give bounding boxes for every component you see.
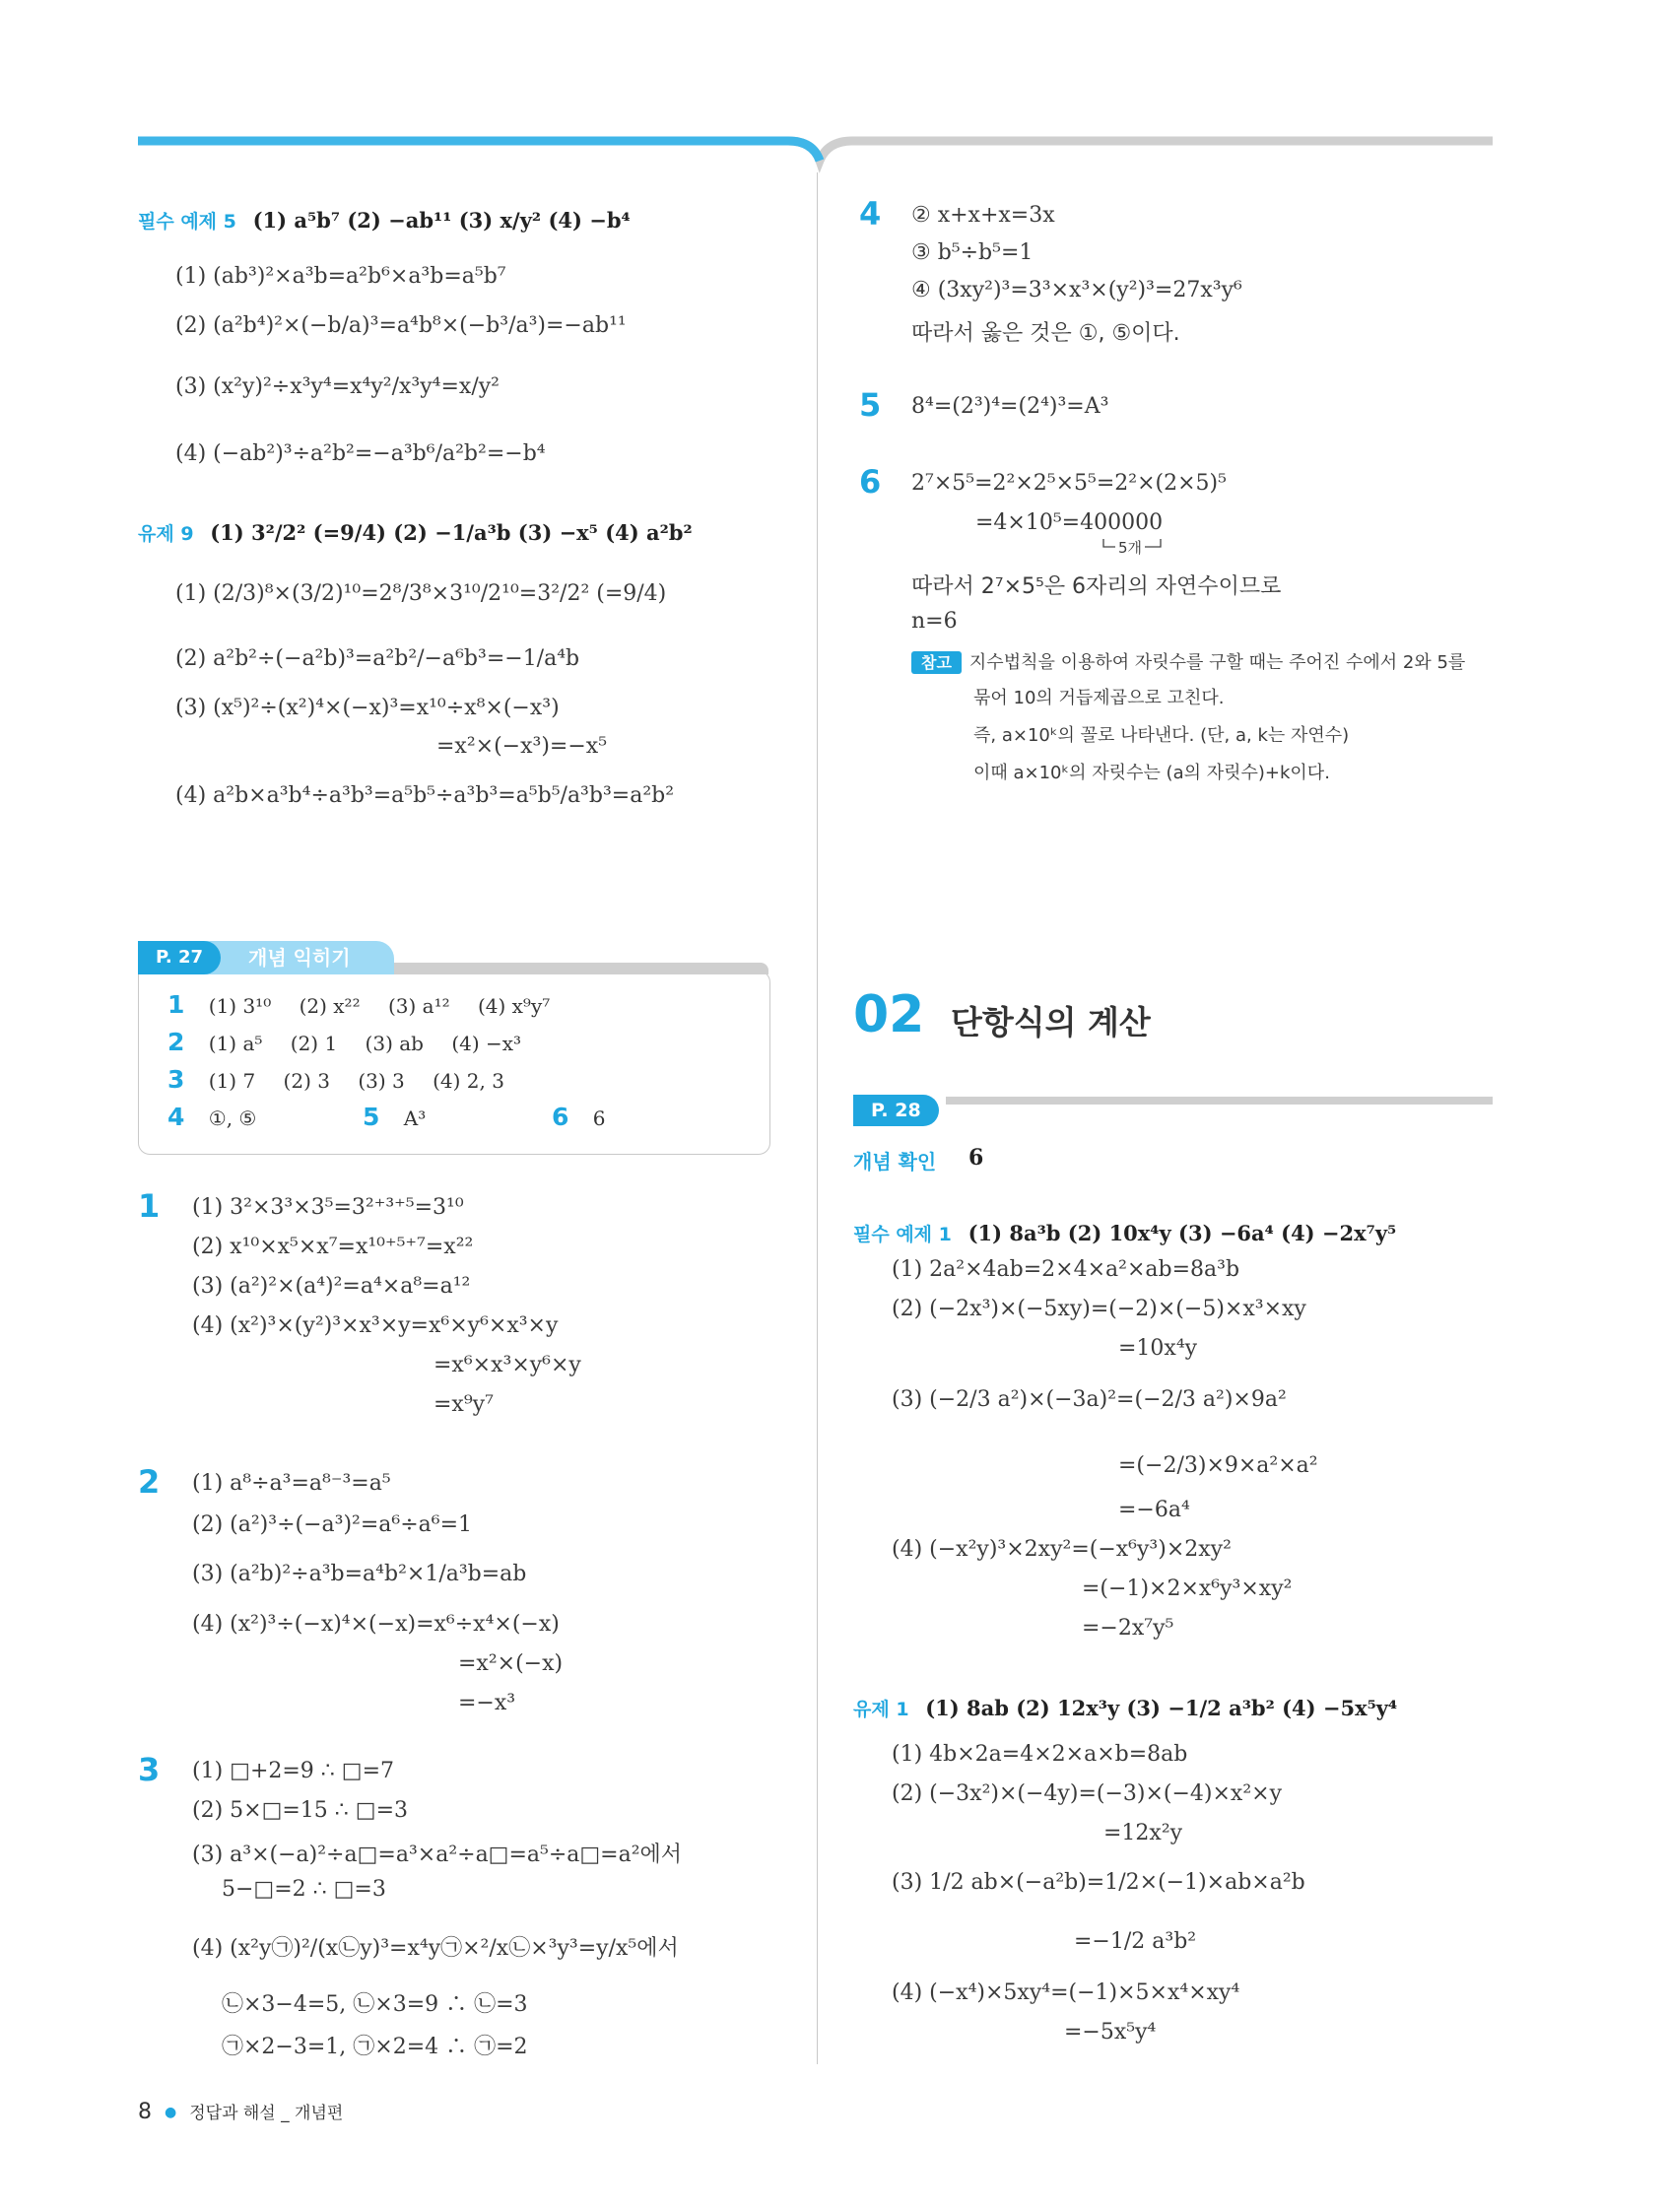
problem-1-line-5: =x⁶×x³×y⁶×y — [434, 1353, 581, 1377]
q1-label: 유제 1 — [853, 1699, 909, 1720]
problem-2-line-2: (2) (a²)³÷(−a³)²=a⁶÷a⁶=1 — [192, 1512, 473, 1537]
footer-dot: ● — [165, 2105, 177, 2120]
example5-line-1: (1) (ab³)²×a³b=a²b⁶×a³b=a⁵b⁷ — [175, 264, 506, 289]
q1-line-4: (3) 1/2 ab×(−a²b)=1/2×(−1)×ab×a²b — [892, 1870, 1305, 1895]
problem-1-line-4: (4) (x²)³×(y²)³×x³×y=x⁶×y⁶×x³×y — [192, 1313, 559, 1338]
problem-1-line-6: =x⁹y⁷ — [434, 1392, 494, 1417]
note-text-1: 지수법칙을 이용하여 자릿수를 구할 때는 주어진 수에서 2와 5를 — [968, 652, 1466, 673]
q1-line-3: =12x²y — [1103, 1821, 1183, 1845]
concept-row-4-val-a: ①, ⑤ — [208, 1106, 257, 1130]
example1-line-1: (1) 2a²×4ab=2×4×a²×ab=8a³b — [892, 1257, 1240, 1282]
q9-line-4: =x²×(−x³)=−x⁵ — [436, 734, 608, 759]
problem-3-line-2: (2) 5×□=15 ∴ □=3 — [192, 1798, 409, 1823]
problem-3-number: 3 — [138, 1751, 161, 1788]
problem-2-line-1: (1) a⁸÷a³=a⁸⁻³=a⁵ — [192, 1471, 391, 1496]
q1-answers: (1) 8ab (2) 12x³y (3) −1/2 a³b² (4) −5x⁵y⁴ — [925, 1696, 1398, 1720]
concept-box-title: 개념 익히기 — [248, 946, 351, 970]
problem-3-line-1: (1) □+2=9 ∴ □=7 — [192, 1759, 395, 1783]
concept-row-1-item-3: (3) a¹² — [387, 994, 450, 1018]
concept-check-label: 개념 확인 — [853, 1150, 937, 1173]
problem-5-line: 8⁴=(2³)⁴=(2⁴)³=A³ — [911, 394, 1109, 419]
footer-text: 정답과 해설 _ 개념편 — [189, 2104, 344, 2123]
problem-1-line-2: (2) x¹⁰×x⁵×x⁷=x¹⁰⁺⁵⁺⁷=x²² — [192, 1235, 474, 1259]
problem-2-line-4: (4) (x²)³÷(−x)⁴×(−x)=x⁶÷x⁴×(−x) — [192, 1612, 560, 1637]
example5-label: 필수 예제 5 — [138, 211, 236, 233]
example1-line-2: (2) (−2x³)×(−5xy)=(−2)×(−5)×x³×xy — [892, 1297, 1306, 1321]
problem-3-line-6: ㉡×3−4=5, ㉡×3=9 ∴ ㉡=3 — [222, 1992, 528, 2017]
example5-line-3: (3) (x²y)²÷x³y⁴=x⁴y²/x³y⁴=x/y² — [175, 374, 500, 399]
example1-line-5: =(−2/3)×9×a²×a² — [1118, 1453, 1318, 1478]
problem-4-conclusion: 따라서 옳은 것은 ①, ⑤이다. — [911, 321, 1180, 346]
problem-3-line-4: 5−□=2 ∴ □=3 — [222, 1877, 386, 1902]
concept-box-topbar — [394, 963, 768, 974]
note-line-2: 묶어 10의 거듭제곱으로 고친다. — [973, 688, 1225, 708]
concept-row-1-item-1: (1) 3¹⁰ — [208, 994, 272, 1018]
concept-row-1 — [167, 990, 571, 1019]
example1-line-9: =−2x⁷y⁵ — [1082, 1616, 1174, 1641]
problem-6-line-1: 2⁷×5⁵=2²×2⁵×5⁵=2²×(2×5)⁵ — [911, 471, 1227, 496]
problem-1-number: 1 — [138, 1187, 161, 1225]
concept-row-4-num-b: 5 — [363, 1103, 380, 1131]
concept-row-4 — [167, 1103, 256, 1131]
example5-line-4: (4) (−ab²)³÷a²b²=−a³b⁶/a²b²=−b⁴ — [175, 441, 546, 466]
concept-row-4-val-c: 6 — [592, 1106, 606, 1130]
example1-line-8: =(−1)×2×x⁶y³×xy² — [1082, 1576, 1293, 1601]
concept-row-2-num: 2 — [167, 1028, 185, 1056]
top-rule — [0, 0, 1668, 177]
example5-header — [138, 207, 631, 234]
concept-row-3-item-2: (2) 3 — [283, 1069, 330, 1093]
concept-row-4c — [552, 1103, 606, 1131]
example1-line-3: =10x⁴y — [1118, 1336, 1198, 1361]
example5-answers: (1) a⁵b⁷ (2) −ab¹¹ (3) x/y² (4) −b⁴ — [252, 208, 631, 233]
problem-6-n-value: n=6 — [911, 609, 958, 634]
concept-row-2 — [167, 1028, 543, 1056]
q9-line-3: (3) (x⁵)²÷(x²)⁴×(−x)³=x¹⁰÷x⁸×(−x³) — [175, 696, 560, 720]
problem-3-line-7: ㉠×2−3=1, ㉠×2=4 ∴ ㉠=2 — [222, 2035, 528, 2059]
q9-header — [138, 519, 693, 546]
concept-row-4-num-c: 6 — [552, 1103, 569, 1131]
q1-line-7: =−5x⁵y⁴ — [1064, 2020, 1157, 2044]
problem-2-number: 2 — [138, 1463, 161, 1501]
example1-label: 필수 예제 1 — [853, 1224, 952, 1245]
column-divider — [817, 172, 818, 2064]
concept-row-1-item-2: (2) x²² — [299, 994, 361, 1018]
note-line-4: 이때 a×10ᵏ의 자릿수는 (a의 자릿수)+k이다. — [973, 763, 1330, 783]
concept-row-3-item-1: (1) 7 — [208, 1069, 256, 1093]
problem-2-line-3: (3) (a²b)²÷a³b=a⁴b²×1/a³b=ab — [192, 1562, 527, 1586]
q1-line-5: =−1/2 a³b² — [1074, 1929, 1197, 1954]
concept-row-1-item-4: (4) x⁹y⁷ — [477, 994, 551, 1018]
problem-6-number: 6 — [859, 463, 882, 501]
problem-1-line-1: (1) 3²×3³×3⁵=3²⁺³⁺⁵=3¹⁰ — [192, 1195, 464, 1220]
problem-4-line-1: ② x+x+x=3x — [911, 203, 1055, 228]
concept-row-2-item-3: (3) ab — [365, 1032, 424, 1055]
section-title: 단항식의 계산 — [951, 1003, 1151, 1041]
q9-answers: (1) 3²/2² (=9/4) (2) −1/a³b (3) −x⁵ (4) a²b² — [210, 520, 693, 545]
q9-line-2: (2) a²b²÷(−a²b)³=a²b²/−a⁶b³=−1/a⁴b — [175, 646, 580, 671]
problem-3-line-3: (3) a³×(−a)²÷a□=a³×a²÷a□=a⁵÷a□=a²에서 — [192, 1843, 683, 1867]
footer-page-number: 8 — [138, 2100, 152, 2124]
concept-check-value: 6 — [968, 1145, 984, 1171]
p28-label: P. 28 — [853, 1095, 939, 1126]
example1-header — [853, 1220, 1396, 1246]
q1-line-2: (2) (−3x²)×(−4y)=(−3)×(−4)×x²×y — [892, 1781, 1283, 1806]
q9-label: 유제 9 — [138, 523, 194, 545]
example1-line-7: (4) (−x²y)³×2xy²=(−x⁶y³)×2xy² — [892, 1537, 1232, 1562]
problem-1-line-3: (3) (a²)²×(a⁴)²=a⁴×a⁸=a¹² — [192, 1274, 471, 1299]
concept-row-1-num: 1 — [167, 990, 185, 1019]
concept-row-3 — [167, 1065, 526, 1094]
concept-box-pagelabel: P. 27 — [138, 941, 221, 974]
concept-row-2-item-2: (2) 1 — [290, 1032, 338, 1055]
example1-answers: (1) 8a³b (2) 10x⁴y (3) −6a⁴ (4) −2x⁷y⁵ — [967, 1221, 1397, 1245]
example5-line-2: (2) (a²b⁴)²×(−b/a)³=a⁴b⁸×(−b³/a³)=−ab¹¹ — [175, 313, 627, 338]
underbrace-label: 5개 — [1115, 537, 1145, 558]
problem-4-number: 4 — [859, 195, 882, 233]
concept-row-3-item-4: (4) 2, 3 — [433, 1069, 504, 1093]
q1-line-1: (1) 4b×2a=4×2×a×b=8ab — [892, 1742, 1188, 1767]
concept-row-2-item-4: (4) −x³ — [451, 1032, 522, 1055]
q1-header — [853, 1695, 1397, 1721]
p28-rule — [946, 1097, 1493, 1105]
problem-4-line-2: ③ b⁵÷b⁵=1 — [911, 240, 1034, 265]
problem-4-line-3: ④ (3xy²)³=3³×x³×(y²)³=27x³y⁶ — [911, 278, 1242, 302]
concept-row-3-num: 3 — [167, 1065, 185, 1094]
q1-line-6: (4) (−x⁴)×5xy⁴=(−1)×5×x⁴×xy⁴ — [892, 1980, 1240, 2005]
concept-row-4-num-a: 4 — [167, 1103, 185, 1131]
q9-line-5: (4) a²b×a³b⁴÷a³b³=a⁵b⁵÷a³b³=a⁵b⁵/a³b³=a²b² — [175, 783, 675, 808]
note-line-3: 즉, a×10ᵏ의 꼴로 나타낸다. (단, a, k는 자연수) — [973, 725, 1350, 746]
concept-row-2-item-1: (1) a⁵ — [208, 1032, 263, 1055]
problem-6-conclusion: 따라서 2⁷×5⁵은 6자리의 자연수이므로 — [911, 574, 1282, 599]
concept-row-4b — [363, 1103, 426, 1131]
problem-5-number: 5 — [859, 386, 882, 424]
concept-row-4-val-b: A³ — [403, 1106, 427, 1130]
concept-row-3-item-3: (3) 3 — [358, 1069, 405, 1093]
section-number: 02 — [853, 985, 925, 1044]
example1-line-6: =−6a⁴ — [1118, 1498, 1190, 1522]
problem-2-line-6: =−x³ — [458, 1691, 516, 1715]
note-line-1 — [911, 648, 1465, 674]
problem-3-line-5: (4) (x²y㉠)²/(x㉡y)³=x⁴y㉠×²/x㉡×³y³=y/x⁵에서 — [192, 1936, 679, 1961]
example1-line-4: (3) (−2/3 a²)×(−3a)²=(−2/3 a²)×9a² — [892, 1387, 1287, 1412]
footer — [138, 2099, 343, 2124]
problem-2-line-5: =x²×(−x) — [458, 1651, 564, 1676]
problem-6-line-2: =4×10⁵=400000 — [975, 510, 1164, 535]
q9-line-1: (1) (2/3)⁸×(3/2)¹⁰=2⁸/3⁸×3¹⁰/2¹⁰=3²/2² (=9/4) — [175, 581, 667, 606]
note-badge: 참고 — [911, 651, 962, 674]
